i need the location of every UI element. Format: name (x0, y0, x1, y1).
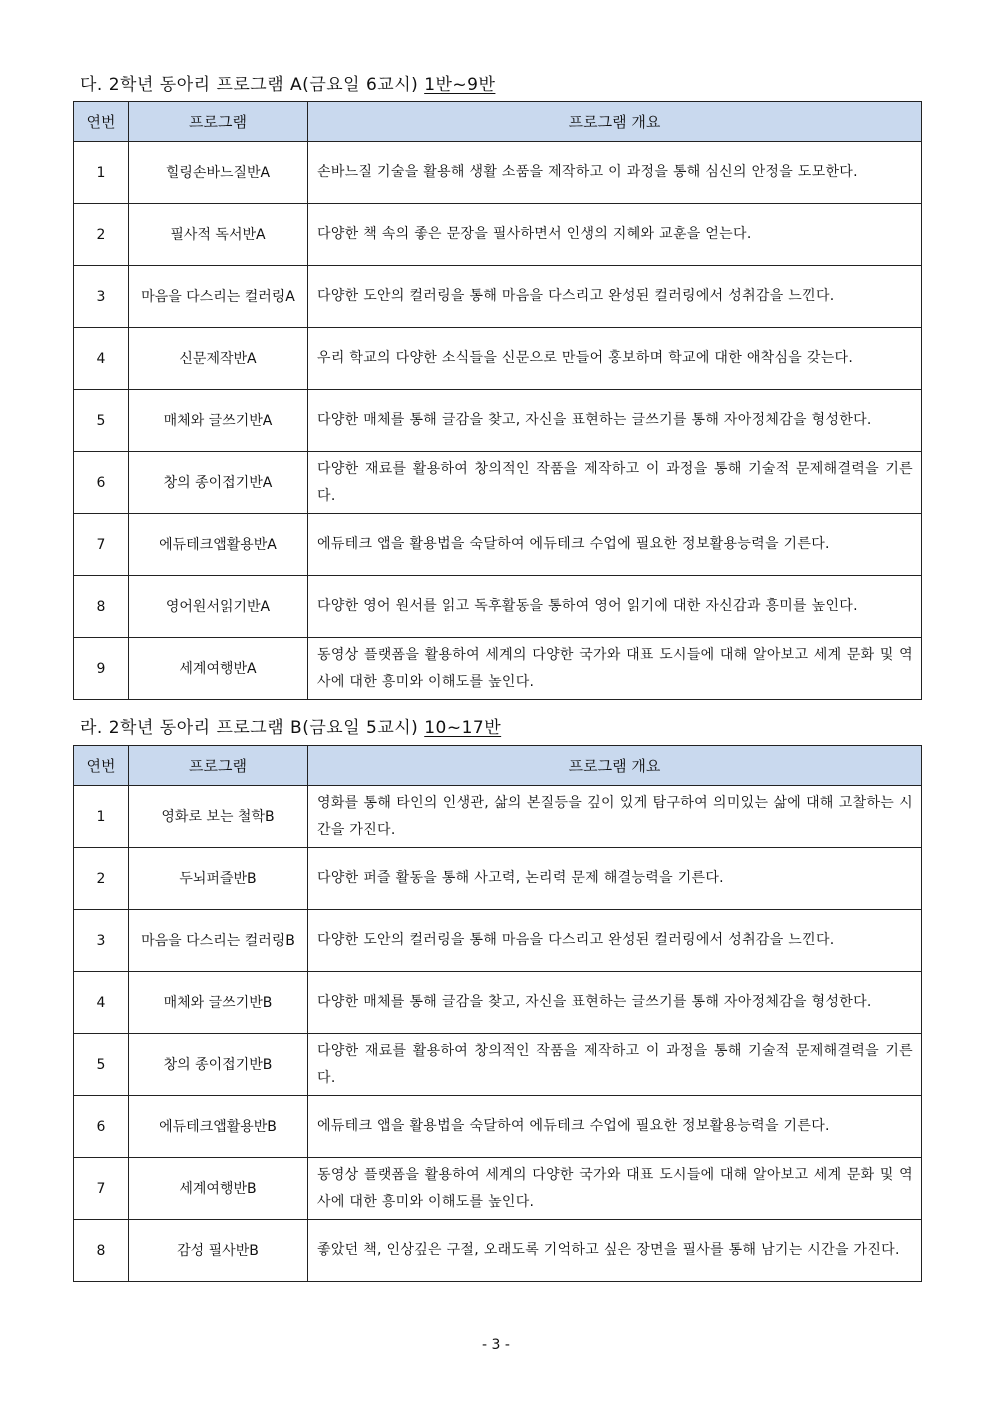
section-a-title (80, 70, 495, 95)
table-row (74, 1158, 922, 1220)
row-number: 2 (74, 204, 129, 266)
header-program: 프로그램 (129, 746, 308, 786)
table-row (74, 204, 922, 266)
table-row (74, 452, 922, 514)
table-row (74, 848, 922, 910)
program-name: 영화로 보는 철학B (129, 786, 308, 848)
section-b-title-text: 라. 2학년 동아리 프로그램 B(금요일 5교시) (80, 718, 419, 738)
program-name: 세계여행반B (129, 1158, 308, 1220)
table-row (74, 390, 922, 452)
program-description: 영화를 통해 타인의 인생관, 삶의 본질등을 깊이 있게 탐구하여 의미있는 삶에 대해 고찰하는 시간을 가진다. (308, 786, 922, 848)
program-name: 에듀테크앱활용반A (129, 514, 308, 576)
program-name: 매체와 글쓰기반B (129, 972, 308, 1034)
program-description: 다양한 도안의 컬러링을 통해 마음을 다스리고 완성된 컬러링에서 성취감을 느낀다. (308, 910, 922, 972)
program-description: 우리 학교의 다양한 소식들을 신문으로 만들어 홍보하며 학교에 대한 애착심을 갖는다. (308, 328, 922, 390)
program-description: 동영상 플랫폼을 활용하여 세계의 다양한 국가와 대표 도시들에 대해 알아보고 세계 문화 및 역사에 대한 흥미와 이해도를 높인다. (308, 638, 922, 700)
section-b-class-range: 10~17반 (424, 718, 502, 738)
section-a-title-text: 다. 2학년 동아리 프로그램 A(금요일 6교시) (80, 75, 419, 95)
table-row (74, 786, 922, 848)
row-number: 7 (74, 514, 129, 576)
row-number: 4 (74, 972, 129, 1034)
program-name: 매체와 글쓰기반A (129, 390, 308, 452)
program-description: 다양한 영어 원서를 읽고 독후활동을 통하여 영어 읽기에 대한 자신감과 흥미를 높인다. (308, 576, 922, 638)
header-number: 연번 (74, 746, 129, 786)
row-number: 3 (74, 266, 129, 328)
row-number: 7 (74, 1158, 129, 1220)
program-name: 영어원서읽기반A (129, 576, 308, 638)
program-name: 세계여행반A (129, 638, 308, 700)
table-row (74, 1220, 922, 1282)
table-row (74, 576, 922, 638)
table-row (74, 266, 922, 328)
row-number: 2 (74, 848, 129, 910)
program-name: 필사적 독서반A (129, 204, 308, 266)
table-row (74, 638, 922, 700)
row-number: 1 (74, 786, 129, 848)
header-overview: 프로그램 개요 (308, 746, 922, 786)
program-description: 다양한 책 속의 좋은 문장을 필사하면서 인생의 지혜와 교훈을 얻는다. (308, 204, 922, 266)
row-number: 5 (74, 390, 129, 452)
row-number: 4 (74, 328, 129, 390)
page-number: - 3 - (482, 1337, 510, 1353)
table-row (74, 328, 922, 390)
section-b-title (80, 713, 501, 738)
header-overview: 프로그램 개요 (308, 102, 922, 142)
program-description: 다양한 매체를 통해 글감을 찾고, 자신을 표현하는 글쓰기를 통해 자아정체감을 형성한다. (308, 972, 922, 1034)
row-number: 6 (74, 1096, 129, 1158)
program-name: 창의 종이접기반B (129, 1034, 308, 1096)
program-description: 다양한 재료를 활용하여 창의적인 작품을 제작하고 이 과정을 통해 기술적 문제해결력을 기른다. (308, 452, 922, 514)
program-name: 마음을 다스리는 컬러링A (129, 266, 308, 328)
row-number: 5 (74, 1034, 129, 1096)
row-number: 9 (74, 638, 129, 700)
header-number: 연번 (74, 102, 129, 142)
program-description: 다양한 재료를 활용하여 창의적인 작품을 제작하고 이 과정을 통해 기술적 문제해결력을 기른다. (308, 1034, 922, 1096)
row-number: 3 (74, 910, 129, 972)
program-description: 동영상 플랫폼을 활용하여 세계의 다양한 국가와 대표 도시들에 대해 알아보고 세계 문화 및 역사에 대한 흥미와 이해도를 높인다. (308, 1158, 922, 1220)
program-name: 감성 필사반B (129, 1220, 308, 1282)
program-description: 다양한 매체를 통해 글감을 찾고, 자신을 표현하는 글쓰기를 통해 자아정체감을 형성한다. (308, 390, 922, 452)
row-number: 6 (74, 452, 129, 514)
program-description: 에듀테크 앱을 활용법을 숙달하여 에듀테크 수업에 필요한 정보활용능력을 기른다. (308, 1096, 922, 1158)
program-description: 에듀테크 앱을 활용법을 숙달하여 에듀테크 수업에 필요한 정보활용능력을 기른다. (308, 514, 922, 576)
program-description: 손바느질 기술을 활용해 생활 소품을 제작하고 이 과정을 통해 심신의 안정을 도모한다. (308, 142, 922, 204)
table-header-row (74, 102, 922, 142)
row-number: 8 (74, 1220, 129, 1282)
program-name: 마음을 다스리는 컬러링B (129, 910, 308, 972)
program-name: 신문제작반A (129, 328, 308, 390)
table-row (74, 514, 922, 576)
program-name: 두뇌퍼즐반B (129, 848, 308, 910)
table-row (74, 1096, 922, 1158)
program-name: 에듀테크앱활용반B (129, 1096, 308, 1158)
header-program: 프로그램 (129, 102, 308, 142)
program-description: 좋았던 책, 인상깊은 구절, 오래도록 기억하고 싶은 장면을 필사를 통해 남기는 시간을 가진다. (308, 1220, 922, 1282)
table-row (74, 972, 922, 1034)
table-header-row (74, 746, 922, 786)
row-number: 8 (74, 576, 129, 638)
section-a-class-range: 1반~9반 (424, 75, 496, 95)
program-table-b (73, 745, 922, 1282)
table-row (74, 142, 922, 204)
table-a-body (74, 142, 922, 700)
row-number: 1 (74, 142, 129, 204)
program-name: 창의 종이접기반A (129, 452, 308, 514)
table-row (74, 910, 922, 972)
program-name: 힐링손바느질반A (129, 142, 308, 204)
program-description: 다양한 퍼즐 활동을 통해 사고력, 논리력 문제 해결능력을 기른다. (308, 848, 922, 910)
program-description: 다양한 도안의 컬러링을 통해 마음을 다스리고 완성된 컬러링에서 성취감을 느낀다. (308, 266, 922, 328)
table-row (74, 1034, 922, 1096)
program-table-a (73, 101, 922, 700)
table-b-body (74, 786, 922, 1282)
